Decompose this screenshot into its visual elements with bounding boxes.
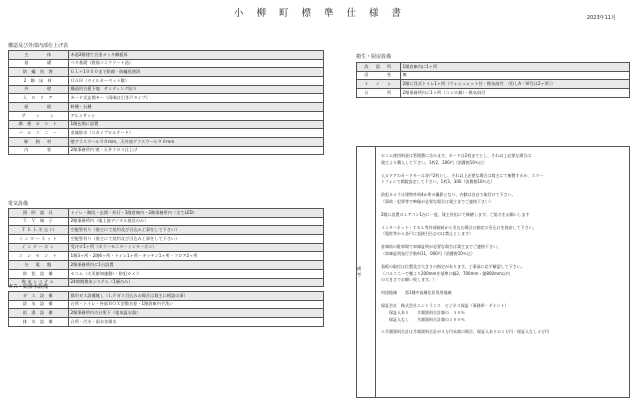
remark-line: 保証人あり 月額賃料合計額の ５０％: [381, 309, 465, 315]
row-label: 浴 室: [357, 71, 401, 80]
electric-heading: 電気設備: [8, 201, 29, 207]
row-label: 主 体: [9, 51, 69, 60]
row-value: 2階に洋式トイレ1ヶ所（ウォシュレット付・換気扇付 （但しA・VI号は2ヶ所））: [401, 80, 630, 89]
remark-line: 倉庫前の駐車場で車庫証明が必要な場合は貸主までご連絡下さい。: [381, 244, 501, 250]
gas-heading: ガス・給排水設備: [8, 284, 49, 290]
table-row: [357, 71, 630, 80]
row-label: 洗 面 所: [357, 63, 401, 72]
row-label: 給 水 設 備: [9, 300, 69, 309]
table-row: [9, 243, 324, 252]
remark-line: トフォンで開錠設定して下さい。1枚3，300（消費税10％込）: [381, 179, 495, 185]
row-value: トイレ・階段・玄関・外灯・1階倉庫内・2階事務所内（全てLED）: [69, 209, 324, 218]
structure-table: [8, 50, 324, 155]
remark-line: 看板の取付は位置及び大きさの指定があります。工事前に必ず確認して下さい。: [381, 263, 525, 269]
row-value: 空配管有り（借主にて契約及び引込み工事をして下さい）: [69, 226, 324, 235]
table-row: [357, 89, 630, 98]
table-row: [9, 309, 324, 318]
row-label: コ ン セ ン ト: [9, 252, 69, 261]
structure-heading: 構造及び外部内部仕上げ表: [8, 43, 69, 49]
row-value: 軒樋・丸樋: [69, 103, 324, 112]
remark-line: （車庫証明発行手数料11，000円（消費税10％込）: [381, 250, 475, 256]
table-row: [9, 318, 324, 327]
sanitary-heading: 衛生・厨房設備: [356, 54, 392, 60]
electric-table: [8, 208, 324, 287]
remark-paragraph: [381, 153, 625, 167]
remark-paragraph: [381, 329, 625, 336]
row-value: 木造2階建て合金メッキ鋼板葺: [69, 51, 324, 60]
row-value: 2階事務所内 壁・天井クロス仕上げ: [69, 146, 324, 155]
remark-line: （電柱等から各戸に直接引込むのは禁止とします）: [381, 231, 473, 237]
table-row: [9, 146, 324, 155]
row-label: バ ル コ ニ ー: [9, 129, 69, 138]
row-label: インターネット: [9, 235, 69, 244]
row-value: 受けロ1ヶ所（カラーモニターインターホン）: [69, 243, 324, 252]
row-label: 給 湯 設 備: [9, 309, 69, 318]
row-label: 断 熱 材: [9, 137, 69, 146]
table-row: [9, 300, 324, 309]
row-value: 空配管有り（借主にて契約及び引込み工事をして下さい）: [69, 235, 324, 244]
remark-paragraph: [381, 303, 625, 323]
remarks-label: 備 考: [357, 147, 376, 397]
row-value: 1階3ヶ所・2階6ヶ所・トイレ1ヶ所・キッチン1ヶ所・フロア2ヶ所: [69, 252, 324, 261]
remark-paragraph: [381, 225, 625, 239]
remark-paragraph: [381, 192, 625, 206]
table-row: [9, 77, 324, 86]
table-row: [9, 103, 324, 112]
row-label: 屋 根: [9, 103, 69, 112]
remark-paragraph: [381, 290, 625, 297]
row-label: 防 蟻 処 理: [9, 68, 69, 77]
row-label: 台 所: [357, 89, 401, 98]
row-value: 2階事務所内に1台設置: [69, 261, 324, 270]
row-value: 24時間換気システム（1層のみ）: [69, 278, 324, 287]
table-row: [9, 129, 324, 138]
row-label: 郵 便 ポ ス ト: [9, 120, 69, 129]
table-row: [9, 111, 324, 120]
row-label: 入 ロ ド ア: [9, 94, 69, 103]
row-value: ＧＬ＋1０００まで防腐・防蟻処理済: [69, 68, 324, 77]
row-value: 台所・汚水・雨水各排水: [69, 318, 324, 327]
row-value: 壁グラスウール９０mm、天井部グラスウール９０mm: [69, 137, 324, 146]
remark-paragraph: [381, 264, 625, 284]
row-value: アルミサッシ: [69, 111, 324, 120]
remark-line: 2階に設置のエアコン1台に一度、貸主負担にて修繕します。ご協力をお願いします: [381, 211, 530, 217]
row-label: 分 電 盤: [9, 261, 69, 270]
sanitary-table: [356, 62, 630, 98]
row-label: 2 階 床 材: [9, 77, 69, 86]
table-row: [357, 80, 630, 89]
table-row: [9, 120, 324, 129]
row-label: 照 明 器 具: [9, 209, 69, 218]
table-row: [9, 59, 324, 68]
table-row: [9, 94, 324, 103]
table-row: [9, 51, 324, 60]
row-value: ベタ基礎（鉄筋コンクリート造）: [69, 59, 324, 68]
remarks-box: [356, 146, 630, 398]
table-row: [9, 226, 324, 235]
table-row: [9, 252, 324, 261]
remark-line: の大きさでお願い致します。）: [381, 277, 437, 283]
row-value: カード式玄関キー（両端は引き戸タイプ）: [69, 94, 324, 103]
document-date: 2023年11月: [586, 15, 616, 21]
remark-line: 防犯カメラは建物外周4か所の撮影となり、内側は各自で取付けて下さい。: [381, 192, 516, 198]
row-label: インターホン: [9, 243, 69, 252]
table-row: [9, 217, 324, 226]
row-label: 外 壁: [9, 85, 69, 94]
row-value: 2階事務所内（地上波デジタル放送のみ）: [69, 217, 324, 226]
remark-line: インターネット・ＴＥＬ等外部接続から引込む場合は指定の引込口を経由して下さい。: [381, 224, 537, 230]
remark-paragraph: [381, 212, 625, 219]
table-row: [9, 278, 324, 287]
table-row: [9, 137, 324, 146]
remark-line: （パルコニーで腰より200mmを基準に幅2，700mm・縦800mm以内: [381, 270, 510, 276]
row-label: 排 水 設 備: [9, 318, 69, 327]
row-value: 1階倉庫内に1ヶ所: [401, 63, 630, 72]
row-label: 基 礎: [9, 59, 69, 68]
remark-line: 保証会社 株式会社エントランス ビジネス保証（事務所・テナント）: [381, 302, 509, 308]
row-value: 無: [401, 71, 630, 80]
row-label: サ ッ シ: [9, 111, 69, 120]
row-label: ガ ス 設 備: [9, 292, 69, 301]
row-value: 構造用合板下地 サイディング貼り: [69, 85, 324, 94]
row-value: 2階事務所内の台所下（電気温水器）: [69, 309, 324, 318]
row-value: 2階事務所内に1ヶ所（コンロ無）・換気扇付: [401, 89, 630, 98]
table-row: [9, 235, 324, 244]
table-row: [9, 85, 324, 94]
remarks-body: [381, 153, 625, 342]
table-row: [9, 261, 324, 270]
remark-paragraph: [381, 173, 625, 187]
table-row: [9, 68, 324, 77]
remark-line: セコム使用料金は管理費に含みます。カードは2枚までとし、それ以上必要な場合は: [381, 153, 532, 158]
row-label: 防 犯 設 備: [9, 269, 69, 278]
row-value: セコム（火災報知連動）・防犯カメラ: [69, 269, 324, 278]
row-label: Ｔ Ｖ 端 子: [9, 217, 69, 226]
remark-line: 入ロドアのカードキーは各戸2枚とし、それ以上必要な場合は貸主にて複製するか、スマー: [381, 172, 544, 178]
row-value: 金属防水（スカイプロルテード）: [69, 129, 324, 138]
row-value: ＯＡＨ（タイルカーペット敷）: [69, 77, 324, 86]
remark-line: ＊月額賃料合計は月額賃料合計が４万円未満の場合、保証人ありの１万円・保証人なし４万円: [381, 329, 549, 335]
remark-line: 保証人なし 月額賃料合計額の１００％: [381, 316, 465, 322]
remark-paragraph: [381, 244, 625, 258]
row-label: ＴＥＬ引込口: [9, 226, 69, 235]
table-row: [9, 292, 324, 301]
row-label: ト イ レ: [357, 80, 401, 89]
remark-line: 貸主より購入して下さい。1枚2，200円（消費税10％込）: [381, 159, 487, 165]
document-title: 小 柳 町 標 準 仕 様 書: [233, 8, 407, 19]
row-value: 1階玄関に設置: [69, 120, 324, 129]
table-row: [9, 209, 324, 218]
remark-line: 用途地域 第1種中高層住居専用地域: [381, 290, 452, 296]
row-label: 内 装: [9, 146, 69, 155]
row-label: 換気システム: [9, 278, 69, 287]
row-value: 都市ガス設備無し（ＬＰガス引込みの場合は貸主に相談の事）: [69, 292, 324, 301]
gas-table: [8, 291, 324, 327]
table-row: [9, 269, 324, 278]
remark-line: （事故・犯罪等で映像が必要な場合は貸主までご連絡下さい）: [381, 198, 493, 204]
table-row: [357, 63, 630, 72]
row-value: 台所・トイレ・外部ＢＯＸ型散水栓・1階倉庫内手洗い: [69, 300, 324, 309]
